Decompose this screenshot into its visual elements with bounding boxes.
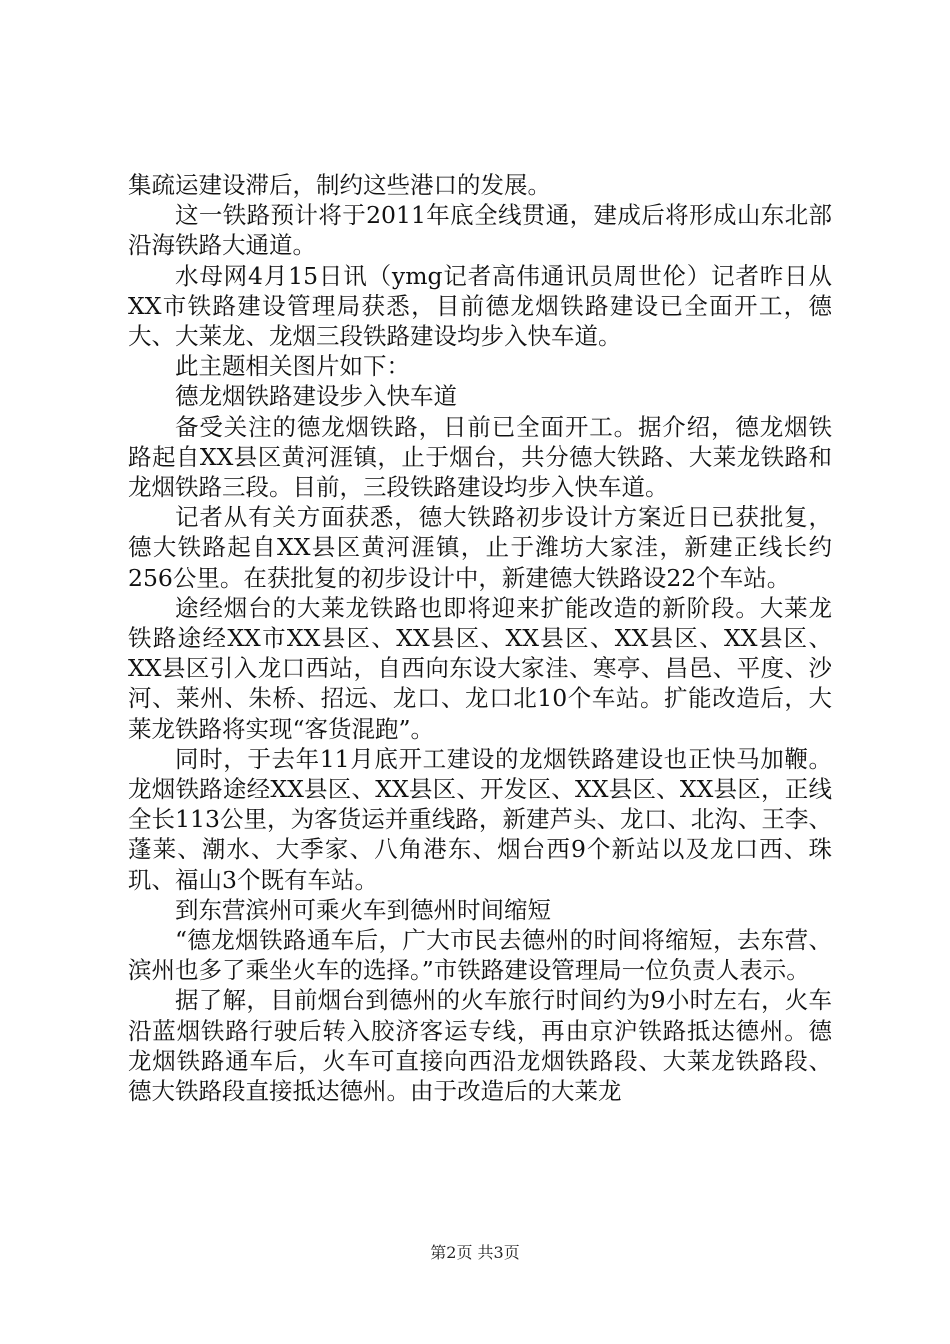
article-body	[128, 170, 832, 1106]
paragraph-12: 据了解，目前烟台到德州的火车旅行时间约为9小时左右，火车沿蓝烟铁路行驶后转入胶济客运专线，再由京沪铁路抵达德州。德龙烟铁路通车后，火车可直接向西沿龙烟铁路段、大莱龙铁路段、德大铁路段直接抵达德州。由于改造后的大莱龙	[128, 986, 832, 1106]
paragraph-7: 记者从有关方面获悉，德大铁路初步设计方案近日已获批复，德大铁路起自XX县区黄河涯镇，止于潍坊大家洼，新建正线长约256公里。在获批复的初步设计中，新建德大铁路设22个车站。	[128, 503, 832, 592]
paragraph-8: 途经烟台的大莱龙铁路也即将迎来扩能改造的新阶段。大莱龙铁路途经XX市XX县区、XX县区、XX县区、XX县区、XX县区、XX县区引入龙口西站，自西向东设大家洼、寒亭、昌邑、平度、沙河、莱州、朱桥、招远、龙口、龙口北10个车站。扩能改造后，大莱龙铁路将实现“客货混跑”。	[128, 593, 832, 743]
paragraph-9: 同时，于去年11月底开工建设的龙烟铁路建设也正快马加鞭。龙烟铁路途经XX县区、XX县区、开发区、XX县区、XX县区，正线全长113公里，为客货运并重线路，新建芦头、龙口、北沟、王李、蓬莱、潮水、大季家、八角港东、烟台西9个新站以及龙口西、珠玑、福山3个既有车站。	[128, 744, 832, 894]
page-footer	[0, 1243, 950, 1263]
paragraph-3: 水母网4月15日讯（ymg记者高伟通讯员周世伦）记者昨日从XX市铁路建设管理局获悉，目前德龙烟铁路建设已全面开工，德大、大莱龙、龙烟三段铁路建设均步入快车道。	[128, 261, 832, 351]
section-heading-1: 德龙烟铁路建设步入快车道	[175, 382, 457, 411]
paragraph-2: 这一铁路预计将于2011年底全线贯通，建成后将形成山东北部沿海铁路大通道。	[128, 201, 832, 260]
section-heading-2: 到东营滨州可乘火车到德州时间缩短	[175, 895, 551, 924]
paragraph-6: 备受关注的德龙烟铁路，日前已全面开工。据介绍，德龙烟铁路起自XX县区黄河涯镇，止于烟台，共分德大铁路、大莱龙铁路和龙烟铁路三段。目前，三段铁路建设均步入快车道。	[128, 412, 832, 502]
paragraph-11: “德龙烟铁路通车后，广大市民去德州的时间将缩短，去东营、滨州也多了乘坐火车的选择。”市铁路建设管理局一位负责人表示。	[128, 926, 832, 985]
paragraph-1: 集疏运建设滞后，制约这些港口的发展。	[128, 171, 551, 199]
page-number: 第2页 共3页	[430, 1243, 520, 1262]
paragraph-4: 此主题相关图片如下：	[175, 352, 410, 381]
